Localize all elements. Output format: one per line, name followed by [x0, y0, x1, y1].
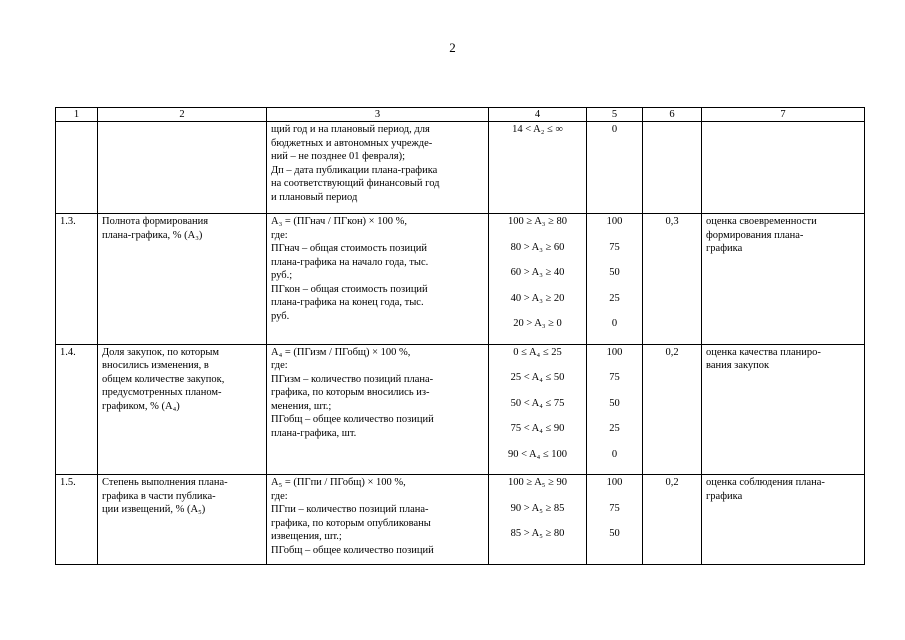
score-value: 0: [611, 318, 618, 329]
row-number: 1.4.: [56, 344, 98, 475]
range-value: 100 ≥ A₅ ≥ 90: [508, 477, 567, 488]
row-number: 1.5.: [56, 475, 98, 565]
indicator-name-line: Доля закупок, по которым: [102, 346, 220, 358]
indicator-formula-line: щий год и на плановый период, для: [271, 124, 430, 135]
column-header: 7: [702, 108, 865, 122]
row-number: 1.3.: [56, 214, 98, 345]
range-value: 90 < A₄ ≤ 100: [507, 448, 568, 460]
indicator-assessment: [702, 475, 865, 565]
range-value: 20 > A₃ ≥ 0: [513, 318, 562, 329]
indicator-formula-line: бюджетных и автономных учрежде-: [271, 137, 433, 149]
indicator-assessment: [702, 122, 865, 214]
assessment-line: вания закупок: [706, 360, 770, 371]
indicator-formula-line: плана-графика, шт.: [271, 427, 357, 439]
indicator-name-line: графиком, % (A₄): [102, 400, 180, 412]
range-value: 25 < A₄ ≤ 50: [510, 372, 565, 383]
indicator-formula-line: ПГобщ – общее количество позиций: [271, 544, 434, 556]
range-value: 0 ≤ A₄ ≤ 25: [513, 346, 562, 358]
score-value: 50: [609, 397, 620, 409]
assessment-line: графика: [706, 243, 743, 254]
assessment-line: формирования плана-: [706, 229, 804, 241]
range-value: 14 < A₂ ≤ ∞: [512, 124, 563, 135]
indicator-formula-line: графика, по которым опубликованы: [271, 517, 431, 529]
indicator-name-line: графика в части публика-: [102, 490, 216, 502]
range-value: 80 > A₃ ≥ 60: [510, 241, 565, 253]
range-value: 85 > A₅ ≥ 80: [510, 528, 565, 539]
indicator-name: [98, 344, 267, 475]
indicator-formula-line: ПГизм – количество позиций плана-: [271, 373, 434, 385]
indicator-name-line: общем количестве закупок,: [102, 373, 225, 385]
indicator-scores: [587, 214, 643, 345]
indicator-scores: [587, 475, 643, 565]
indicator-ranges: [489, 475, 587, 565]
indicator-name-line: плана-графика, % (A₃): [102, 229, 203, 241]
indicator-scores: [587, 122, 643, 214]
indicator-formula-line: и плановый период: [271, 191, 358, 203]
range-value: 75 < A₄ ≤ 90: [510, 423, 565, 434]
table-row: [56, 344, 865, 475]
table-row: [56, 475, 865, 565]
indicator-formula-line: руб.;: [271, 270, 293, 281]
score-value: 75: [609, 502, 620, 514]
score-value: 100: [606, 346, 623, 358]
indicator-name-line: вносились изменения, в: [102, 360, 209, 371]
indicator-weight: 0,2: [643, 475, 702, 565]
indicator-ranges: [489, 344, 587, 475]
indicator-name: [98, 214, 267, 345]
column-header: 5: [587, 108, 643, 122]
column-header: 1: [56, 108, 98, 122]
page-number: 2: [449, 40, 456, 55]
indicator-formula-line: где:: [271, 360, 288, 371]
assessment-line: оценка соблюдения плана-: [706, 477, 825, 488]
indicator-formula-line: ПГнач – общая стоимость позиций: [271, 243, 427, 254]
indicator-formula: [267, 214, 489, 345]
indicator-weight: 0,3: [643, 214, 702, 345]
indicators-table: [55, 107, 865, 565]
indicator-formula-line: Дп – дата публикации плана-графика: [271, 164, 438, 176]
column-header: 4: [489, 108, 587, 122]
score-value: 75: [609, 372, 620, 383]
indicator-formula: [267, 344, 489, 475]
indicator-formula-line: руб.: [271, 310, 290, 322]
table-row: [56, 214, 865, 345]
indicator-assessment: [702, 214, 865, 345]
indicator-ranges: [489, 214, 587, 345]
score-value: 100: [606, 216, 623, 227]
indicator-formula-line: ПГобщ – общее количество позиций: [271, 414, 434, 425]
indicator-formula: [267, 475, 489, 565]
indicator-weight: 0,2: [643, 344, 702, 475]
score-value: 75: [609, 241, 620, 253]
indicator-name: [98, 122, 267, 214]
indicator-formula-line: A₅ = (ПГпи / ПГобщ) × 100 %,: [271, 477, 406, 488]
assessment-line: графика: [706, 490, 743, 502]
range-value: 100 ≥ A₃ ≥ 80: [508, 216, 567, 227]
indicator-formula-line: ПГкон – общая стоимость позиций: [271, 283, 428, 295]
indicator-formula-line: где:: [271, 490, 288, 502]
indicator-formula-line: извещения, шт.;: [271, 531, 342, 542]
score-value: 25: [609, 423, 620, 434]
score-value: 0: [611, 124, 618, 135]
range-value: 60 > A₃ ≥ 40: [510, 267, 565, 278]
indicator-formula: [267, 122, 489, 214]
assessment-line: оценка качества планиро-: [706, 346, 821, 358]
score-value: 25: [609, 292, 620, 304]
indicator-formula-line: где:: [271, 229, 288, 241]
indicator-formula-line: на соответствующий финансовый год: [271, 178, 440, 189]
column-header: 3: [267, 108, 489, 122]
range-value: 40 > A₃ ≥ 20: [510, 292, 565, 304]
indicator-formula-line: плана-графика на конец года, тыс.: [271, 297, 424, 308]
indicator-formula-line: ПГпи – количество позиций плана-: [271, 504, 429, 515]
indicator-formula-line: ний – не позднее 01 февраля);: [271, 151, 406, 162]
indicator-name: [98, 475, 267, 565]
indicator-formula-line: A₃ = (ПГнач / ПГкон) × 100 %,: [271, 216, 407, 227]
indicator-formula-line: менения, шт.;: [271, 400, 332, 412]
indicator-scores: [587, 344, 643, 475]
assessment-line: оценка своевременности: [706, 216, 817, 227]
indicator-name-line: предусмотренных планом-: [102, 387, 222, 398]
table-row: [56, 122, 865, 214]
indicator-formula-line: A₄ = (ПГизм / ПГобщ) × 100 %,: [271, 346, 411, 358]
column-header: 2: [98, 108, 267, 122]
indicator-assessment: [702, 344, 865, 475]
indicator-name-line: Степень выполнения плана-: [102, 477, 228, 488]
indicator-formula-line: плана-графика на начало года, тыс.: [271, 256, 429, 268]
row-number: [56, 122, 98, 214]
indicator-formula-line: графика, по которым вносились из-: [271, 387, 430, 398]
score-value: 100: [606, 477, 623, 488]
indicator-weight: [643, 122, 702, 214]
column-header: 6: [643, 108, 702, 122]
indicator-name-line: ции извещений, % (A₅): [102, 504, 206, 515]
indicator-name-line: Полнота формирования: [102, 216, 209, 227]
range-value: 90 > A₅ ≥ 85: [510, 502, 565, 514]
table-header-row: [56, 108, 865, 122]
score-value: 0: [611, 448, 618, 460]
range-value: 50 < A₄ ≤ 75: [510, 397, 565, 409]
score-value: 50: [609, 528, 620, 539]
score-value: 50: [609, 267, 620, 278]
indicator-ranges: [489, 122, 587, 214]
